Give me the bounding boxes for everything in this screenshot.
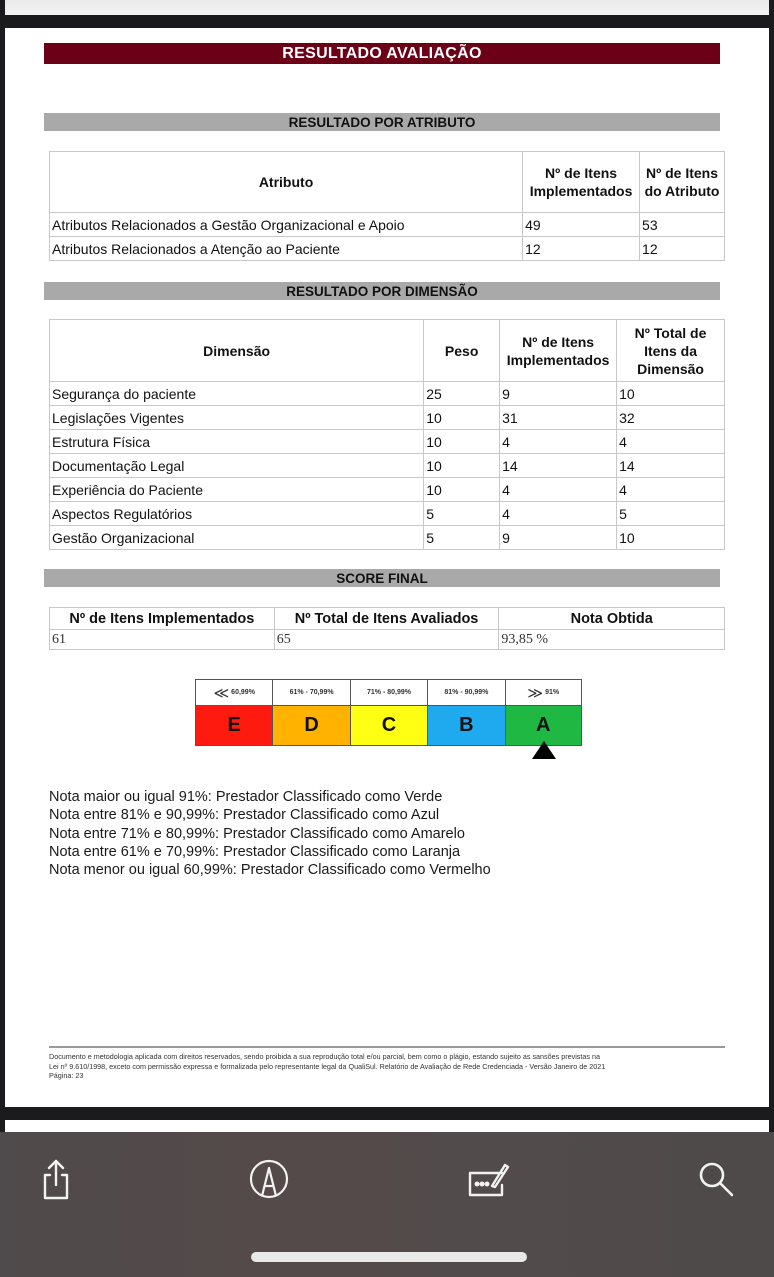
home-indicator[interactable] [251, 1252, 527, 1262]
range-text: 60,99% [231, 689, 255, 696]
score-table [49, 607, 725, 650]
search-button[interactable] [693, 1156, 739, 1202]
table-cell: 32 [617, 406, 725, 430]
table-cell: 14 [617, 454, 725, 478]
range-label-e [195, 679, 272, 706]
dimension-table [49, 319, 725, 550]
page-number: Página: 23 [49, 1071, 84, 1080]
table-header-row [50, 608, 725, 630]
markup-pen-icon [249, 1159, 289, 1199]
share-icon [38, 1157, 74, 1201]
table-row [50, 630, 725, 650]
table-cell: 9 [500, 526, 617, 550]
range-label-b [427, 679, 504, 706]
table-cell: Aspectos Regulatórios [50, 502, 424, 526]
table-cell: 31 [500, 406, 617, 430]
legend-line: Nota entre 81% e 90,99%: Prestador Classificado como Azul [49, 807, 440, 824]
previous-page-edge [5, 0, 769, 15]
classification-legend [49, 788, 491, 879]
attribute-table [49, 151, 725, 261]
legend-line: Nota entre 61% e 70,99%: Prestador Classificado como Laranja [49, 843, 461, 860]
range-text: 91% [545, 689, 560, 696]
table-cell: 4 [617, 478, 725, 502]
table-cell: 5 [424, 502, 500, 526]
table-cell: 12 [523, 237, 640, 261]
table-cell: Gestão Organizacional [50, 526, 424, 550]
table-cell: 4 [617, 430, 725, 454]
score-section-heading: SCORE FINAL [44, 569, 720, 587]
grade-c: C [350, 706, 427, 746]
table-header-row [50, 152, 725, 213]
table-cell: 49 [523, 213, 640, 237]
table-row [50, 478, 725, 502]
table-row [50, 502, 725, 526]
table-row [50, 454, 725, 478]
grade-range-row [195, 679, 582, 706]
column-header: Nº Total de Itens da Dimensão [617, 320, 725, 382]
legend-line: Nota entre 71% e 80,99%: Prestador Classificado como Amarelo [49, 825, 465, 842]
column-header: Atributo [50, 152, 523, 213]
signature-icon [466, 1159, 522, 1199]
grade-scale [195, 679, 582, 746]
table-cell: 5 [424, 526, 500, 550]
range-text: 81% - 90,99% [444, 689, 489, 696]
column-header: Nota Obtida [499, 608, 725, 630]
table-header-row [50, 320, 725, 382]
viewer-toolbar [0, 1132, 774, 1277]
table-cell: Atributos Relacionados a Atenção ao Paciente [50, 237, 523, 261]
column-header: Nº de Itens Implementados [50, 608, 275, 630]
table-cell: 9 [500, 382, 617, 406]
page-title: RESULTADO AVALIAÇÃO [44, 43, 720, 64]
selected-grade-pointer-icon [532, 741, 556, 759]
table-cell: 10 [424, 406, 500, 430]
table-cell: 25 [424, 382, 500, 406]
grade-b: B [427, 706, 504, 746]
range-label-c [350, 679, 427, 706]
table-cell: Estrutura Física [50, 430, 424, 454]
table-cell: 12 [640, 237, 725, 261]
table-cell: Atributos Relacionados a Gestão Organizacional e Apoio [50, 213, 523, 237]
table-cell: Documentação Legal [50, 454, 424, 478]
grade-e: E [195, 706, 272, 746]
final-score: 93,85 % [499, 630, 725, 650]
range-label-a [505, 679, 582, 706]
range-text: 71% - 80,99% [366, 689, 411, 696]
share-button[interactable] [33, 1156, 79, 1202]
implemented-count: 61 [50, 630, 275, 650]
table-cell: Segurança do paciente [50, 382, 424, 406]
table-cell: 4 [500, 502, 617, 526]
table-cell: 14 [500, 454, 617, 478]
table-cell: 53 [640, 213, 725, 237]
range-text: 61% - 70,99% [289, 689, 334, 696]
legend-line: Nota menor ou igual 60,99%: Prestador Classificado como Vermelho [49, 862, 491, 879]
table-cell: 10 [617, 526, 725, 550]
table-cell: 4 [500, 430, 617, 454]
table-row [50, 213, 725, 237]
column-header: Dimensão [50, 320, 424, 382]
markup-button[interactable] [246, 1156, 292, 1202]
table-cell: 4 [500, 478, 617, 502]
search-icon [695, 1158, 737, 1200]
table-cell: Experiência do Paciente [50, 478, 424, 502]
column-header: Nº Total de Itens Avaliados [274, 608, 499, 630]
column-header: Peso [424, 320, 500, 382]
column-header: Nº de Itens Implementados [500, 320, 617, 382]
table-row [50, 406, 725, 430]
page-footer [49, 1052, 729, 1081]
table-cell: 5 [617, 502, 725, 526]
greater-equal-icon: ≫ [527, 684, 544, 702]
footer-line: Documento e metodologia aplicada com direitos reservados, sendo proibida a sua reprodução total e/ou parcial, bem como o plágio, estando sujeito as sansões previstas na [49, 1052, 600, 1061]
table-cell: 10 [424, 478, 500, 502]
grade-a: A [505, 706, 582, 746]
grade-d: D [272, 706, 349, 746]
signature-button[interactable] [466, 1156, 522, 1202]
footer-divider [49, 1046, 725, 1048]
table-cell: 10 [617, 382, 725, 406]
column-header: Nº de Itens do Atributo [640, 152, 725, 213]
table-row [50, 382, 725, 406]
legend-line: Nota maior ou igual 91%: Prestador Classificado como Verde [49, 789, 443, 805]
dimension-section-heading: RESULTADO POR DIMENSÃO [44, 282, 720, 300]
total-evaluated-count: 65 [274, 630, 499, 650]
table-row [50, 526, 725, 550]
table-row [50, 430, 725, 454]
column-header: Nº de Itens Implementados [523, 152, 640, 213]
attribute-section-heading: RESULTADO POR ATRIBUTO [44, 113, 720, 131]
table-cell: 10 [424, 454, 500, 478]
table-row [50, 237, 725, 261]
table-cell: Legislações Vigentes [50, 406, 424, 430]
less-equal-icon: ≪ [213, 684, 230, 702]
grade-color-row [195, 706, 582, 746]
table-cell: 10 [424, 430, 500, 454]
range-label-d [272, 679, 349, 706]
footer-line: Lei nº 9.610/1998, exceto com permissão expressa e formalizada pelo representante legal da QualiSul. Relatório de Avaliação de Rede Credenciada - Versão Janeiro de 2021 [49, 1061, 606, 1071]
